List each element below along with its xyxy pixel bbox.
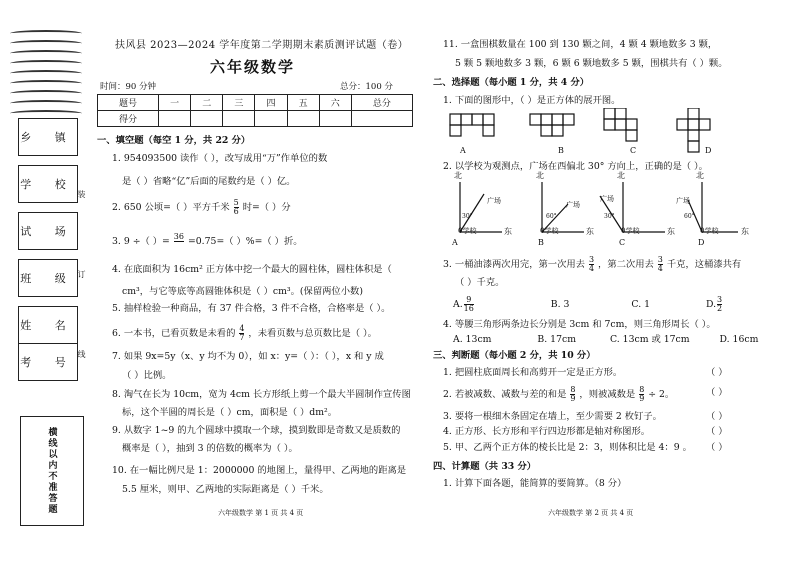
option-a[interactable]: A. $\frac{9}{16}$: [453, 295, 474, 313]
binding-decoration: [10, 90, 82, 97]
fraction: $\frac{8}{9}$: [570, 385, 576, 403]
answer-paren[interactable]: （ ）: [706, 442, 728, 453]
question-9-line1: 9. 从数字 1~9 的九个圆球中摸取一个球，摸到数即是奇数又是质数的: [112, 425, 401, 436]
page-footer-right: 六年级数学 第 2 页 共 4 页: [548, 509, 634, 517]
compass-option-b: B: [538, 238, 544, 247]
net-label-d: D: [705, 146, 712, 155]
calc-1: 1. 计算下面各题，能简算的要简算。（8 分）: [443, 478, 627, 489]
net-label-c: C: [630, 146, 637, 155]
judgement-2: 2. 若被减数、减数与差的和是 $\frac{8}{9}$ ，则被减数是 $\frac{8}{9}$ ÷ 2。: [443, 385, 675, 403]
score-table-score-row: [98, 111, 413, 127]
choice-4-options: [453, 333, 758, 346]
cube-nets: [440, 108, 740, 158]
score-input[interactable]: [223, 111, 255, 127]
fraction: $\frac{4}{7}$: [239, 324, 245, 342]
score-cell: 四: [255, 95, 287, 111]
binding-decoration: [10, 40, 82, 47]
binding-decoration: [10, 50, 82, 57]
compass-north-label: 北: [536, 171, 544, 180]
question-8-line2: 标，这个半圆的周长是（ ）cm，面积是（ ）dm²。: [122, 407, 338, 418]
binding-decoration: [10, 80, 82, 87]
page-footer-left: 六年级数学 第 1 页 共 4 页: [218, 509, 304, 517]
compass-option-d: D: [698, 238, 705, 247]
seal-mark-xian: 线: [77, 350, 86, 358]
question-6-text: ，未看页数与总页数比是（ ）。: [248, 328, 377, 339]
question-1-line1: 1. 954093500 读作（ ），改写成用“万”作单位的数: [112, 153, 328, 164]
question-2-text: 2. 650 公顷=（ ）平方千米: [112, 202, 230, 213]
question-1-line2: 是（ ）省略“亿”后面的尾数约是（ ）亿。: [122, 176, 296, 187]
township-field[interactable]: 乡 镇: [18, 118, 78, 156]
subject-title: 六年级数学: [210, 58, 296, 76]
choice-3-line2: （ ）千克。: [455, 277, 505, 288]
score-input[interactable]: [191, 111, 223, 127]
section-fill-in-title: 一、填空题（每空 1 分，共 22 分）: [97, 135, 251, 146]
compass-north-label: 北: [696, 171, 704, 180]
question-3-text: 3. 9 ÷（ ）=: [112, 236, 170, 247]
judgement-1: 1. 把圆柱底面周长和高剪开一定是正方形。: [443, 367, 623, 378]
compass-north-label: 北: [617, 171, 625, 180]
compass-school-label: 0学校: [458, 227, 477, 235]
judgement-3: 3. 要将一根细木条固定在墙上，至少需要 2 枚钉子。: [443, 411, 662, 422]
score-input[interactable]: [319, 111, 351, 127]
question-2-text: 时=（ ）分: [242, 202, 291, 213]
school-field[interactable]: 学 校: [18, 165, 78, 203]
exam-total: 总分：100 分: [340, 82, 393, 92]
fraction: $\frac{8}{9}$: [639, 385, 645, 403]
compass-east-label: 东: [741, 227, 749, 236]
score-cell: 三: [223, 95, 255, 111]
compass-east-label: 东: [586, 227, 594, 236]
option-c[interactable]: C. 13cm 或 17cm: [609, 334, 690, 345]
compass-angle-label: 30°: [462, 213, 473, 220]
choice-3-line1: [443, 256, 741, 273]
net-c: [604, 108, 637, 141]
fraction: $\frac{3}{4}$: [657, 255, 663, 273]
option-d[interactable]: D. 16cm: [719, 334, 759, 345]
choice-3-text: ，第二次用去: [598, 259, 654, 270]
compass-square-label: 广场: [566, 201, 580, 209]
section-calc-title: 四、计算题（共 33 分）: [433, 461, 537, 472]
question-4-line1: 4. 在底面积为 16cm² 正方体中挖一个最大的圆柱体，圆柱体积是（: [112, 264, 392, 275]
net-a: [450, 114, 494, 136]
option-a[interactable]: A. 13cm: [453, 334, 492, 345]
fraction: $\frac{36}{00}$: [173, 232, 184, 250]
question-3-text: =0.75=（ ）%=（ ）折。: [187, 236, 303, 247]
score-cell: 二: [191, 95, 223, 111]
question-2: [112, 199, 291, 216]
score-cell: 得分: [98, 111, 159, 127]
question-8-line1: 8. 淘气在长为 10cm，宽为 4cm 长方形纸上剪一个最大半圆制作宣传图: [112, 389, 411, 400]
score-cell: 五: [287, 95, 319, 111]
seal-mark-ding: 订: [77, 270, 86, 278]
score-cell: 六: [319, 95, 351, 111]
binding-decoration: [10, 60, 82, 67]
option-c[interactable]: C. 1: [631, 299, 651, 310]
net-b: [530, 114, 574, 136]
question-7-line2: （ ）比例。: [122, 370, 172, 381]
question-5: 5. 抽样检验一种商品，有 37 件合格，3 件不合格，合格率是（ ）。: [112, 303, 391, 314]
compass-angle-label: 30°: [604, 213, 615, 220]
net-label-b: B: [558, 146, 564, 155]
compass-school-label: 0学校: [700, 227, 719, 235]
choice-4: 4. 等腰三角形两条边长分别是 3cm 和 7cm，则三角形周长（ ）。: [443, 319, 716, 330]
score-table-header-row: [98, 95, 413, 111]
choice-2: 2. 以学校为观测点，广场在西偏北 30° 方向上，正确的是（ ）。: [443, 161, 708, 172]
score-input[interactable]: [351, 111, 412, 127]
compass-north-label: 北: [454, 171, 462, 180]
answer-paren[interactable]: （ ）: [706, 367, 728, 378]
question-7-line1: 7. 如果 9x=5y（x、y 均不为 0），如 x：y=（ ）：（ ），x 和 y 成: [112, 351, 384, 362]
compass-square-label: 广场: [600, 195, 614, 203]
binding-decoration: [10, 110, 82, 117]
answer-paren[interactable]: （ ）: [706, 387, 728, 398]
score-cell: 总分: [351, 95, 412, 111]
compass-option-a: A: [452, 238, 458, 247]
option-b[interactable]: B. 17cm: [537, 334, 577, 345]
option-b[interactable]: B. 3: [550, 299, 570, 310]
choice-3-text: 3. 一桶油漆两次用完，第一次用去: [443, 259, 585, 270]
answer-paren[interactable]: （ ）: [706, 411, 728, 422]
compass-angle-label: 60°: [684, 213, 695, 220]
question-4-line2: cm³，与它等底等高圆锥体积是（ ）cm³。(保留两位小数): [122, 286, 363, 297]
score-input[interactable]: [159, 111, 191, 127]
exam-room-field[interactable]: 试 场: [18, 212, 78, 250]
question-11-line1: 11. 一盒围棋数量在 100 到 130 颗之间，4 颗 4 颗地数多 3 颗，: [443, 39, 718, 50]
judgement-5: 5. 甲、乙两个正方体的棱长比是 2：3，则体积比是 4：9 。: [443, 442, 692, 453]
choice-3-text: 千克，这桶漆共有: [666, 259, 742, 270]
score-table: [97, 94, 413, 127]
compass-angle-label: 60°: [546, 213, 557, 220]
binding-decoration: [10, 70, 82, 77]
choice-3-options: [453, 296, 723, 313]
exam-number-field[interactable]: 考 号: [18, 343, 78, 381]
exam-time: 时间：90 分钟: [100, 82, 157, 92]
no-answer-notice: 横线以内不准答题: [20, 416, 84, 526]
compass-east-label: 东: [667, 227, 675, 236]
compass-option-c: C: [619, 238, 626, 247]
section-choice-title: 二、选择题（每小题 1 分，共 4 分）: [433, 77, 590, 88]
answer-paren[interactable]: （ ）: [706, 426, 728, 437]
score-cell: 题号: [98, 95, 159, 111]
question-9-line2: 概率是（ ），抽到 3 的倍数的概率为（ ）。: [122, 443, 298, 454]
binding-decoration: [10, 30, 82, 37]
seal-mark-zhuang: 装: [77, 190, 86, 198]
net-label-a: A: [460, 146, 466, 155]
score-input[interactable]: [255, 111, 287, 127]
question-6: [112, 325, 377, 342]
fraction: $\frac{3}{4}$: [588, 255, 595, 273]
score-cell: 一: [159, 95, 191, 111]
binding-strip: [0, 0, 92, 561]
binding-decoration: [10, 100, 82, 107]
class-field[interactable]: 班 级: [18, 259, 78, 297]
question-10-line2: 5.5 厘米，则甲、乙两地的实际距离是（ ）千米。: [122, 484, 329, 495]
question-6-text: 6. 一本书，已看页数是未看的: [112, 328, 236, 339]
question-10-line1: 10. 在一幅比例尺是 1：2000000 的地图上，量得甲、乙两地的距离是: [112, 465, 407, 476]
section-judgement-title: 三、判断题（每小题 2 分，共 10 分）: [433, 350, 596, 361]
choice-1: 1. 下面的图形中，（ ）是正方体的展开图。: [443, 95, 621, 106]
compass-school-label: 0学校: [540, 227, 559, 235]
option-d[interactable]: D. $\frac{3}{2}$: [705, 295, 723, 313]
exam-title: 扶风县 2023—2024 学年度第二学期期末素质测评试题（卷）: [115, 40, 409, 51]
question-3: [112, 233, 303, 250]
question-11-line2: 5 颗 5 颗地数多 3 颗，6 颗 6 颗地数多 5 颗，围棋共有（ ）颗。: [455, 58, 728, 69]
compass-east-label: 东: [504, 227, 512, 236]
compass-square-label: 广场: [487, 197, 501, 205]
judgement-4: 4. 正方形、长方形和平行四边形都是轴对称图形。: [443, 426, 651, 437]
compass-school-label: 0学校: [621, 227, 640, 235]
compass-square-label: 广场: [676, 197, 690, 205]
fraction: $\frac{5}{6}$: [233, 198, 239, 216]
score-input[interactable]: [287, 111, 319, 127]
name-field[interactable]: 姓 名: [18, 306, 78, 344]
